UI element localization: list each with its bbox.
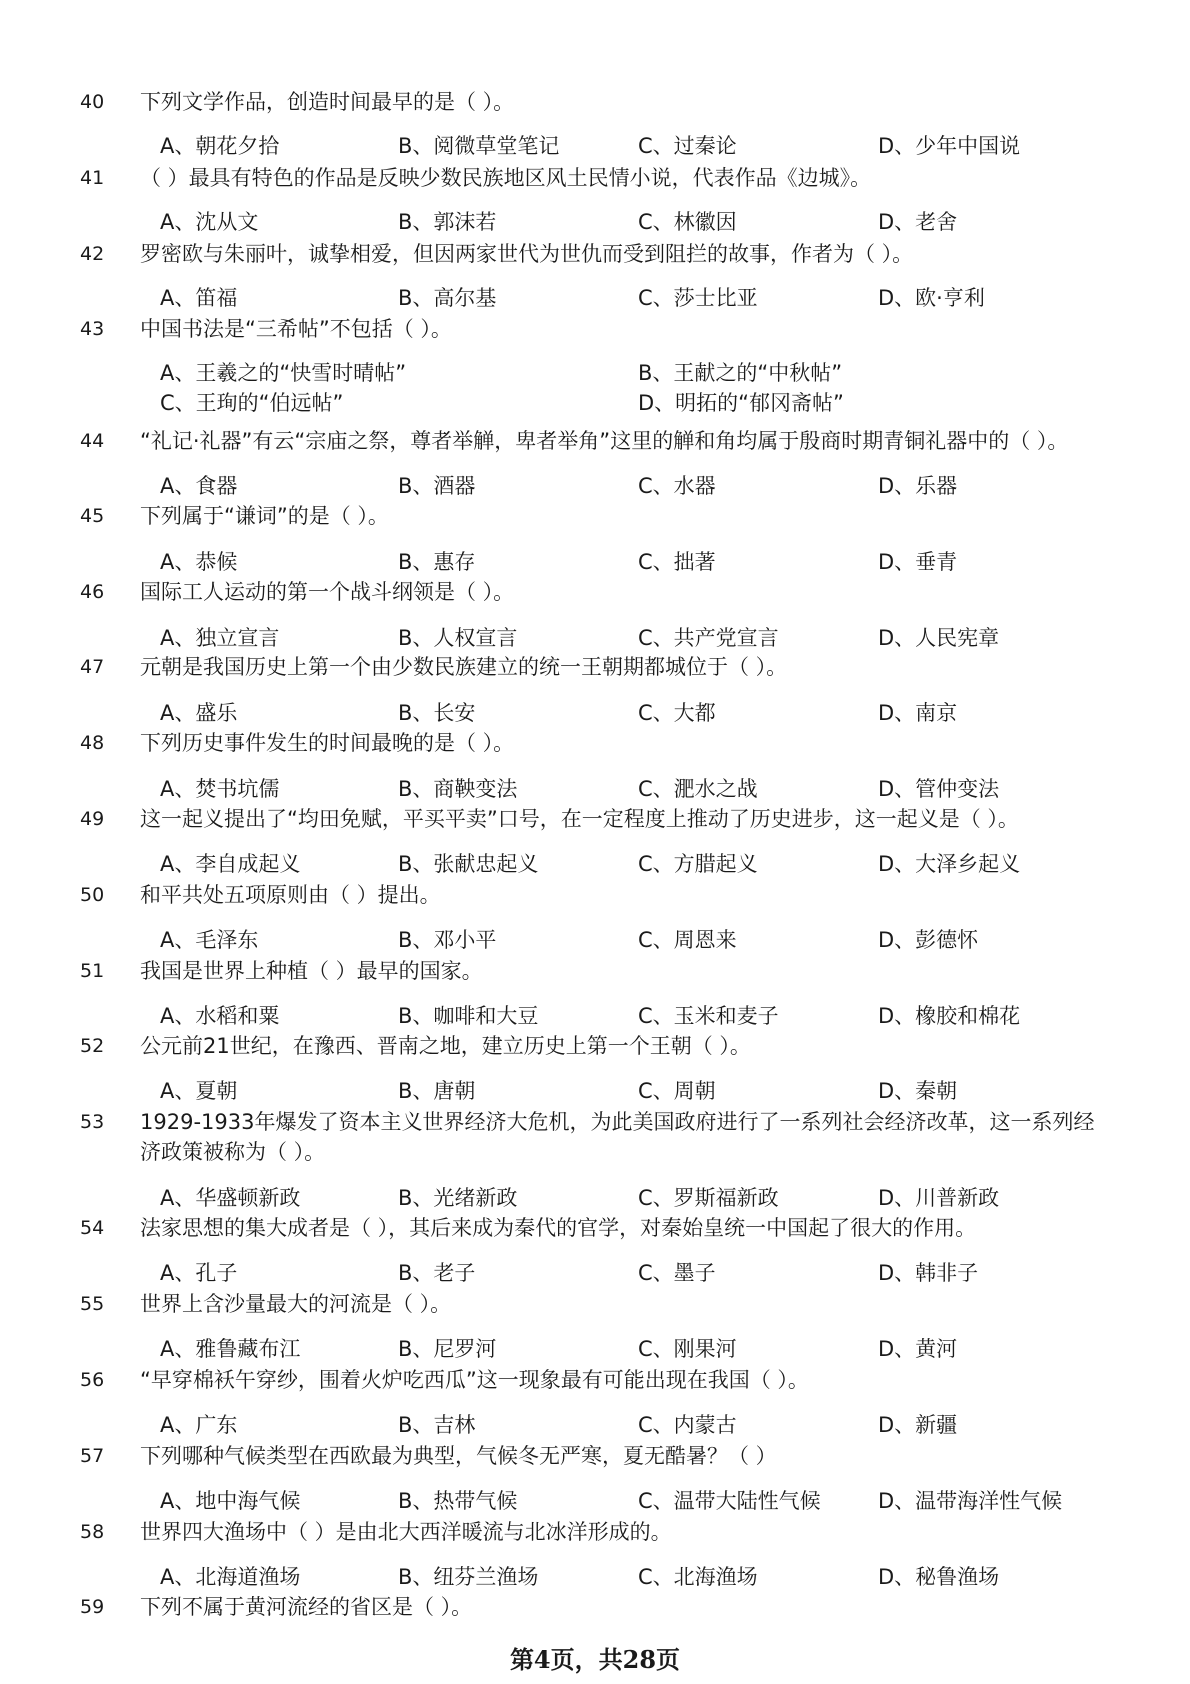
answer-option: D、温带海洋性气候	[878, 1489, 1063, 1513]
question-number: 48	[80, 732, 105, 754]
answer-option: A、独立宣言	[160, 626, 280, 650]
answer-option: B、高尔基	[398, 286, 497, 310]
question-number: 45	[80, 505, 105, 527]
answer-option: C、内蒙古	[638, 1413, 737, 1437]
answer-option: C、共产党宣言	[638, 626, 779, 650]
answer-option: A、恭候	[160, 550, 238, 574]
answer-option: B、阅微草堂笔记	[398, 134, 560, 158]
answer-option: A、盛乐	[160, 701, 238, 725]
question-text: 法家思想的集大成者是（ ），其后来成为秦代的官学，对秦始皇统一中国起了很大的作用。	[140, 1216, 977, 1240]
answer-option: A、食器	[160, 474, 238, 498]
answer-option: A、沈从文	[160, 210, 259, 234]
answer-option: B、热带气候	[398, 1489, 518, 1513]
question-number: 59	[80, 1596, 105, 1618]
question-number: 55	[80, 1293, 105, 1315]
question-text: 这一起义提出了“均田免赋，平买平卖”口号，在一定程度上推动了历史进步，这一起义是（ ）。	[140, 807, 1019, 831]
answer-option: C、温带大陆性气候	[638, 1489, 821, 1513]
answer-option: C、拙著	[638, 550, 716, 574]
answer-option: B、张献忠起义	[398, 852, 539, 876]
answer-option: A、朝花夕拾	[160, 134, 280, 158]
answer-option: D、橡胶和棉花	[878, 1004, 1021, 1028]
answer-option: D、大泽乡起义	[878, 852, 1021, 876]
answer-option: D、秦朝	[878, 1079, 958, 1103]
answer-option: C、墨子	[638, 1261, 716, 1285]
question-number: 57	[80, 1445, 105, 1467]
answer-option: C、水器	[638, 474, 716, 498]
answer-option: C、淝水之战	[638, 777, 758, 801]
answer-option: C、周朝	[638, 1079, 716, 1103]
answer-option: D、乐器	[878, 474, 958, 498]
answer-option: D、老舍	[878, 210, 958, 234]
answer-option: A、李自成起义	[160, 852, 301, 876]
answer-option: B、长安	[398, 701, 476, 725]
question-number: 52	[80, 1035, 105, 1057]
answer-option: D、南京	[878, 701, 958, 725]
answer-option: C、方腊起义	[638, 852, 758, 876]
question-number: 42	[80, 243, 105, 265]
question-text: 国际工人运动的第一个战斗纲领是（ ）。	[140, 580, 515, 604]
answer-option: B、邓小平	[398, 928, 497, 952]
answer-option: B、酒器	[398, 474, 476, 498]
answer-option: D、韩非子	[878, 1261, 979, 1285]
answer-option: B、吉林	[398, 1413, 476, 1437]
answer-option: D、秘鲁渔场	[878, 1565, 1000, 1589]
answer-option: A、孔子	[160, 1261, 238, 1285]
answer-option: C、刚果河	[638, 1337, 737, 1361]
answer-option: A、北海道渔场	[160, 1565, 301, 1589]
question-number: 56	[80, 1369, 105, 1391]
answer-option: C、过秦论	[638, 134, 737, 158]
answer-option: B、老子	[398, 1261, 476, 1285]
question-number: 44	[80, 430, 105, 452]
question-text: 下列哪种气候类型在西欧最为典型，气候冬无严寒，夏无酷暑？（ ）	[140, 1444, 777, 1468]
answer-option: A、广东	[160, 1413, 238, 1437]
question-number: 54	[80, 1217, 105, 1239]
answer-option: D、新疆	[878, 1413, 958, 1437]
answer-option: B、人权宣言	[398, 626, 518, 650]
answer-option: C、周恩来	[638, 928, 737, 952]
answer-option: B、光绪新政	[398, 1186, 518, 1210]
answer-option: B、郭沫若	[398, 210, 497, 234]
answer-option: A、地中海气候	[160, 1489, 301, 1513]
page-footer: 第4页，共28页	[509, 1645, 681, 1674]
answer-option: A、夏朝	[160, 1079, 238, 1103]
answer-option: C、罗斯福新政	[638, 1186, 779, 1210]
answer-option: B、商鞅变法	[398, 777, 518, 801]
answer-option: A、雅鲁藏布江	[160, 1337, 301, 1361]
answer-option: A、王羲之的“快雪时晴帖”	[160, 361, 407, 385]
question-text: 下列不属于黄河流经的省区是（ ）。	[140, 1595, 473, 1619]
question-text: （ ）最具有特色的作品是反映少数民族地区风土民情小说，代表作品《边城》。	[140, 166, 872, 190]
question-text: “礼记·礼器”有云“宗庙之祭，尊者举觯，卑者举角”这里的觯和角均属于殷商时期青铜礼器中的（ ）。	[140, 429, 1069, 453]
question-text: 罗密欧与朱丽叶，诚挚相爱，但因两家世代为世仇而受到阻拦的故事，作者为（ ）。	[140, 242, 914, 266]
question-number: 46	[80, 581, 105, 603]
answer-option: B、唐朝	[398, 1079, 476, 1103]
question-number: 58	[80, 1521, 105, 1543]
answer-option: A、笛福	[160, 286, 238, 310]
answer-option: B、惠存	[398, 550, 476, 574]
answer-option: A、华盛顿新政	[160, 1186, 301, 1210]
question-text: “早穿棉袄午穿纱，围着火炉吃西瓜”这一现象最有可能出现在我国（ ）。	[140, 1368, 809, 1392]
answer-option: C、北海渔场	[638, 1565, 758, 1589]
question-number: 47	[80, 656, 105, 678]
answer-option: C、莎士比亚	[638, 286, 758, 310]
question-text: 1929-1933年爆发了资本主义世界经济大危机，为此美国政府进行了一系列社会经济改革，这一系列经济政策被称为（ ）。	[140, 1110, 1095, 1164]
question-text: 元朝是我国历史上第一个由少数民族建立的统一王朝期都城位于（ ）。	[140, 655, 788, 679]
question-text: 我国是世界上种植（ ）最早的国家。	[140, 959, 483, 983]
question-text: 下列属于“谦词”的是（ ）。	[140, 504, 389, 528]
question-number: 50	[80, 884, 105, 906]
answer-option: D、黄河	[878, 1337, 958, 1361]
question-number: 49	[80, 808, 105, 830]
question-text: 中国书法是“三希帖”不包括（ ）。	[140, 317, 452, 341]
answer-option: D、管仲变法	[878, 777, 1000, 801]
answer-option: C、玉米和麦子	[638, 1004, 779, 1028]
answer-option: A、水稻和粟	[160, 1004, 280, 1028]
answer-option: C、林徽因	[638, 210, 737, 234]
answer-option: D、人民宪章	[878, 626, 1000, 650]
answer-option: B、纽芬兰渔场	[398, 1565, 539, 1589]
answer-option: D、垂青	[878, 550, 958, 574]
question-number: 51	[80, 960, 105, 982]
answer-option: B、尼罗河	[398, 1337, 497, 1361]
answer-option: B、王献之的“中秋帖”	[638, 361, 843, 385]
question-text: 公元前21世纪，在豫西、晋南之地，建立历史上第一个王朝（ ）。	[140, 1034, 751, 1058]
answer-option: C、大都	[638, 701, 716, 725]
answer-option: D、欧·亨利	[878, 286, 985, 310]
answer-option: B、咖啡和大豆	[398, 1004, 539, 1028]
answer-option: D、川普新政	[878, 1186, 1000, 1210]
question-text: 世界上含沙量最大的河流是（ ）。	[140, 1292, 452, 1316]
answer-option: A、毛泽东	[160, 928, 259, 952]
question-text: 下列文学作品，创造时间最早的是（ ）。	[140, 90, 515, 114]
answer-option: D、明拓的“郁冈斋帖”	[638, 391, 844, 415]
question-text: 世界四大渔场中（ ）是由北大西洋暖流与北冰洋形成的。	[140, 1520, 672, 1544]
question-text: 和平共处五项原则由（ ）提出。	[140, 883, 441, 907]
question-number: 41	[80, 167, 105, 189]
question-number: 40	[80, 91, 105, 113]
answer-option: A、焚书坑儒	[160, 777, 280, 801]
question-text: 下列历史事件发生的时间最晚的是（ ）。	[140, 731, 515, 755]
answer-option: D、彭德怀	[878, 928, 979, 952]
question-number: 43	[80, 318, 105, 340]
question-number: 53	[80, 1111, 105, 1133]
answer-option: D、少年中国说	[878, 134, 1021, 158]
answer-option: C、王珣的“伯远帖”	[160, 391, 344, 415]
